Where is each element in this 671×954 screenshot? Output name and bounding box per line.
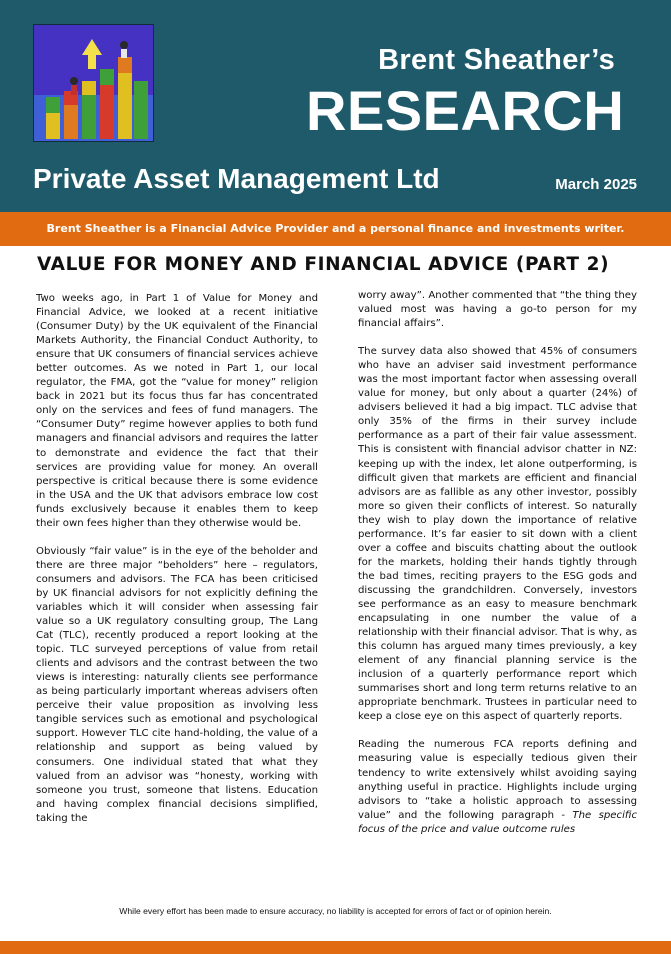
article-paragraph-final [358,738,637,836]
quoted-rule-excerpt: The specific focus of the price and value outcome rules [358,809,638,835]
article-paragraph: The survey data also showed that 45% of consumers who have an adviser said investment performance was the most important factor when assessing overall value for money, but only about a quarter (24%) of advisers believed it had a big impact. TLC advise that only 35% of the firms in their survey include performance as a part of their fair value assessment. This is consistent with financial advisor chatter in NZ: keeping up with the index, let alone outperforming, is difficult given that markets are efficient and financial advisors are as fallible as any other investor, possibly more so given their conflicts of interest. So naturally they wish to play down the importance of relative performance. It’s far easier to sit down with a client over a coffee and biscuits chatting about the outlook for the markets, holding their hands tightly through the bad times, reciting prayers to the ESG gods and discussing the grandchildren. Conversely, investors see performance as an easy to measure benchmark encapsulating in one number the value of a relationship with their financial advisor. That is why, as this column has argued many times previously, a key element of any financial planning service is the inclusion of a quarterly performance report which summarises short and long term returns relative to an appropriate benchmark. Trustees in particular need to keep a close eye on this aspect of quarterly reports. [358,346,637,723]
issue-date: March 2025 [555,176,637,193]
publication-title: RESEARCH [306,79,625,142]
article-column-left [36,292,318,826]
article-paragraph: Two weeks ago, in Part 1 of Value for Money and Financial Advice, we looked at a recent initiative (Consumer Duty) by the UK equivalent of the Financial Markets Authority, the Financial Conduct Authority, to ensure that UK consumers of financial services achieve better outcomes. As we noted in Part 1, our local regulator, the FMA, got the “value for money” religion back in 2021 but its focus thus far has concentrated only on the services and fees of fund managers. The “Consumer Duty” regime however applies to both fund managers and financial advisors and requires the latter to demonstrate and evidence the fact that their services are providing value for money. An overall perspective is critical because there is some evidence in the USA and the UK that advisors embrace low cost funds exclusively because it enables them to keep their own fees higher than they otherwise would be. [36,293,318,529]
company-name: Private Asset Management Ltd [33,163,440,194]
article-paragraph: Obviously “fair value” is in the eye of the beholder and there are three major “beholders” here – regulators, consumers and advisors. The FCA has been criticised by UK financial advisors for not explicitly defining the variables which it will consider when assessing fair value so a UK regulatory consulting group, The Lang Cat (TLC), recently produced a report looking at the topic. TLC surveyed perceptions of value from retail clients and advisors and the contrast between the two views is interesting: naturally clients see performance as being particularly important whereas advisers often perceive their value proposition as involving less tangible services such as emotional and psychological support. However TLC cite hand-holding, the value of a relationship and support as being valued by consumers. One individual stated that what they valued from an advisor was “honesty, working with someone you trust, someone that listens. Education and having complex financial decisions simplified, taking the [36,545,318,824]
brand-name: Brent Sheather’s [378,44,615,76]
tagline-banner [0,212,671,246]
tagline-text: Brent Sheather is a Financial Advice Provider and a personal finance and investments writer. [46,222,625,235]
page-header [0,0,671,212]
footer-bar [0,941,671,954]
article-paragraph: worry away”. Another commented that “the thing they valued most was having a go-to person for my financial affairs”. [358,290,637,330]
rising-blocks-logo-icon [33,24,154,142]
article-column-right [358,289,637,837]
article-paragraph-text: Reading the numerous FCA reports defining and measuring value is especially tedious given their tendency to write extensively whilst avoiding saying anything useful in practice. Highlights include urging advisors to “take a holistic approach to assessing value” and the following paragraph - [358,739,637,821]
disclaimer: While every effort has been made to ensure accuracy, no liability is accepted for errors of fact or of opinion herein. [119,906,552,916]
article-title: VALUE FOR MONEY AND FINANCIAL ADVICE (PART 2) [37,254,610,275]
